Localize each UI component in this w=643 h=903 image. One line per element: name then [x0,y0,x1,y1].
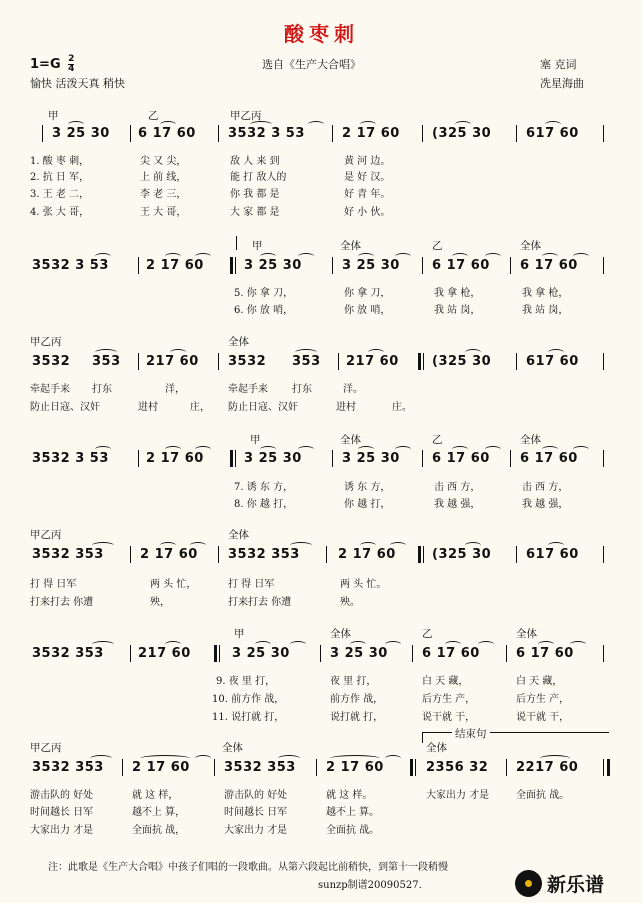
note-group: 353 [292,354,321,369]
note-group: 2356 32 [426,760,489,775]
lyric: 全面抗 战， [132,825,186,836]
lyric: 越不上 算。 [326,807,380,818]
section-label: 乙 [422,628,433,640]
lyric: 你 我 都 是 [230,189,280,200]
lyric: 就 这 样， [132,790,179,801]
lyric: 11. 说打就 打， [212,712,285,723]
note-group: 3532 353 [32,547,104,562]
lyric: 6. 你 放 哨， [234,305,294,316]
note-group: 3 25 30 [232,646,290,661]
section-label: 全体 [520,240,541,252]
section-label: 甲乙丙 [230,110,262,122]
lyric: 打 得 日军 [30,579,77,590]
lyric: 进村 [138,402,158,413]
lyric: 庄， [190,402,210,413]
note-group: 3 25 30 [330,646,388,661]
note-group: 6 17 60 [138,126,196,141]
lyric: 打东 [292,384,312,395]
note-group: 6 17 60 [516,646,574,661]
lyric: 白 天 藏， [422,676,469,687]
section-label: 全体 [520,434,541,446]
note-group: 3532 3 53 [228,126,305,141]
lyric: 3. 王 老 二， [30,189,90,200]
section-label: 乙 [432,240,443,252]
lyric: 后方生 产， [516,694,570,705]
note-group: 6 17 60 [432,451,490,466]
note-group: 3532 353 [32,760,104,775]
lyric: 是 好 汉。 [344,172,391,183]
lyric: 前方作 战， [330,694,384,705]
note-group: 6 17 60 [520,258,578,273]
lyric: 能 打 敌人的 [230,172,287,183]
note-group: 217 60 [146,354,199,369]
lyricist-text: 塞 克词 [540,58,577,71]
lyric: 越不上 算， [132,807,186,818]
note-group: 217 60 [138,646,191,661]
lyric: 我 越 强， [522,499,569,510]
note-group: 3 25 30 [52,126,110,141]
section-label: 全体 [228,336,249,348]
note-group: 617 60 [526,547,579,562]
logo-disc-center [525,880,532,887]
lyric: 击 西 方， [434,482,481,493]
lyric: 庄。 [392,402,412,413]
section-label: 甲 [252,240,263,252]
section-label: 全体 [516,628,537,640]
note-group: 617 60 [526,354,579,369]
key-signature [30,55,74,74]
note-group: 2217 60 [516,760,579,775]
note-group: (325 30 [432,547,492,562]
lyric: 游击队的 好处 [30,790,94,801]
composer-text: 冼星海曲 [540,77,584,90]
note-group: 2 17 60 [132,760,190,775]
lyric: 说干就 干， [422,712,476,723]
lyric: 全面抗 战。 [326,825,380,836]
note-group: 6 17 60 [520,451,578,466]
note-group: 3532 [32,354,71,369]
lyric: 大 家 都 是 [230,207,280,218]
section-label: 全体 [222,742,243,754]
lyric: 两 头 忙。 [340,579,387,590]
lyric: 我 拿 枪， [522,288,569,299]
section-label: 全体 [340,434,361,446]
lyric: 诱 东 方， [344,482,391,493]
note-group: 2 17 60 [338,547,396,562]
lyric: 打 得 日军 [228,579,275,590]
song-title: 酸枣刺 [284,22,359,46]
lyric: 大家出力 才是 [30,825,94,836]
section-label: 乙 [432,434,443,446]
ending-bracket [422,732,609,743]
note-group: 6 17 60 [432,258,490,273]
note-group: 3 25 30 [244,258,302,273]
note-group: (325 30 [432,354,492,369]
lyric: 两 头 忙， [150,579,197,590]
note-group: 6 17 60 [422,646,480,661]
lyric: 尖 又 尖， [140,156,187,167]
section-label: 甲乙丙 [30,336,62,348]
lyric: 进村 [336,402,356,413]
note-group: 3 25 30 [342,258,400,273]
note-group: 3 25 30 [342,451,400,466]
note-group: 217 60 [346,354,399,369]
lyric: 5. 你 拿 刀， [234,288,294,299]
ending-label: 结束句 [452,726,490,741]
lyric: 9. 夜 里 打， [216,676,276,687]
lyric: 王 大 哥， [140,207,187,218]
note-group: 3532 3 53 [32,451,109,466]
lyric: 打来打去 你遭 [228,597,292,608]
lyric: 后方生 产， [422,694,476,705]
lyric: 好 小 伙。 [344,207,391,218]
note-group: 617 60 [526,126,579,141]
lyric: 说干就 干， [516,712,570,723]
lyric: 白 天 藏， [516,676,563,687]
lyric: 8. 你 越 打， [234,499,294,510]
lyric: 大家出力 才是 [426,790,490,801]
note-group: 2 17 60 [146,258,204,273]
section-label: 甲 [250,434,261,446]
lyric: 时间越长 日军 [224,807,288,818]
lyric: 洋。 [343,384,363,395]
section-label: 全体 [426,742,447,754]
section-label: 全体 [330,628,351,640]
note-group: 3532 353 [228,547,300,562]
lyric: 你 越 打， [344,499,391,510]
lyric: 说打就 打， [330,712,384,723]
lyric: 4. 张 大 哥， [30,207,90,218]
section-label: 甲 [234,628,245,640]
lyric: 黄 河 边。 [344,156,391,167]
note-group: 2 17 60 [146,451,204,466]
lyric: 我 站 岗， [434,305,481,316]
lyric: 我 拿 枪， [434,288,481,299]
note-group: 3532 3 53 [32,258,109,273]
lyric: 洋， [165,384,185,395]
note-group: (325 30 [432,126,492,141]
lyric: 牵起手来 [30,384,70,395]
lyric: 殃。 [340,597,360,608]
note-group: 3532 [228,354,267,369]
lyric: 2. 抗 日 军， [30,172,90,183]
lyric: 防止日寇、汉奸 [30,402,100,413]
lyric: 殃， [150,597,170,608]
lyric: 就 这 样。 [326,790,373,801]
note-group: 3532 353 [32,646,104,661]
lyric: 李 老 三， [140,189,187,200]
lyric: 敌 人 来 到 [230,156,280,167]
source-text: 选自《生产大合唱》 [262,58,361,71]
lyric: 我 站 岗， [522,305,569,316]
lyric: 大家出力 才是 [224,825,288,836]
lyric: 夜 里 打， [330,676,377,687]
note-group: 3 25 30 [244,451,302,466]
section-label: 全体 [228,529,249,541]
section-label: 甲乙丙 [30,529,62,541]
lyric: 你 放 哨， [344,305,391,316]
lyric: 打东 [92,384,112,395]
section-label: 全体 [340,240,361,252]
lyric: 全面抗 战。 [516,790,570,801]
lyric: 我 越 强， [434,499,481,510]
lyric: 游击队的 好处 [224,790,288,801]
lyric: 牵起手来 [228,384,268,395]
note-group: 3532 353 [224,760,296,775]
credit-text: sunzp制谱20090527. [318,880,422,891]
lyric: 防止日寇、汉奸 [228,402,298,413]
lyric: 好 青 年。 [344,189,391,200]
lyric: 击 西 方， [522,482,569,493]
note-group: 2 17 60 [326,760,384,775]
section-label: 甲乙丙 [30,742,62,754]
time-signature: $\frac{2}{4}$ [68,54,75,74]
section-label: 甲 [48,110,59,122]
note-group: 2 17 60 [140,547,198,562]
lyric: 7. 诱 东 方， [234,482,294,493]
note-group: 353 [92,354,121,369]
footnote: 注：此歌是《生产大合唱》中孩子们唱的一段歌曲。从第六段起比前稍快，到第十一段稍慢 [48,862,448,873]
lyric: 打来打去 你遭 [30,597,94,608]
logo: 新乐谱 [547,874,605,896]
note-group: 2 17 60 [342,126,400,141]
lyric: 你 拿 刀， [344,288,391,299]
key-text: 1=G [30,57,61,72]
lyric: 1. 酸 枣 刺， [30,156,90,167]
lyric: 时间越长 日军 [30,807,94,818]
tempo-text: 愉快 活泼天真 稍快 [30,77,125,90]
lyric: 10. 前方作 战， [212,694,285,705]
section-label: 乙 [148,110,159,122]
lyric: 上 前 线， [140,172,187,183]
